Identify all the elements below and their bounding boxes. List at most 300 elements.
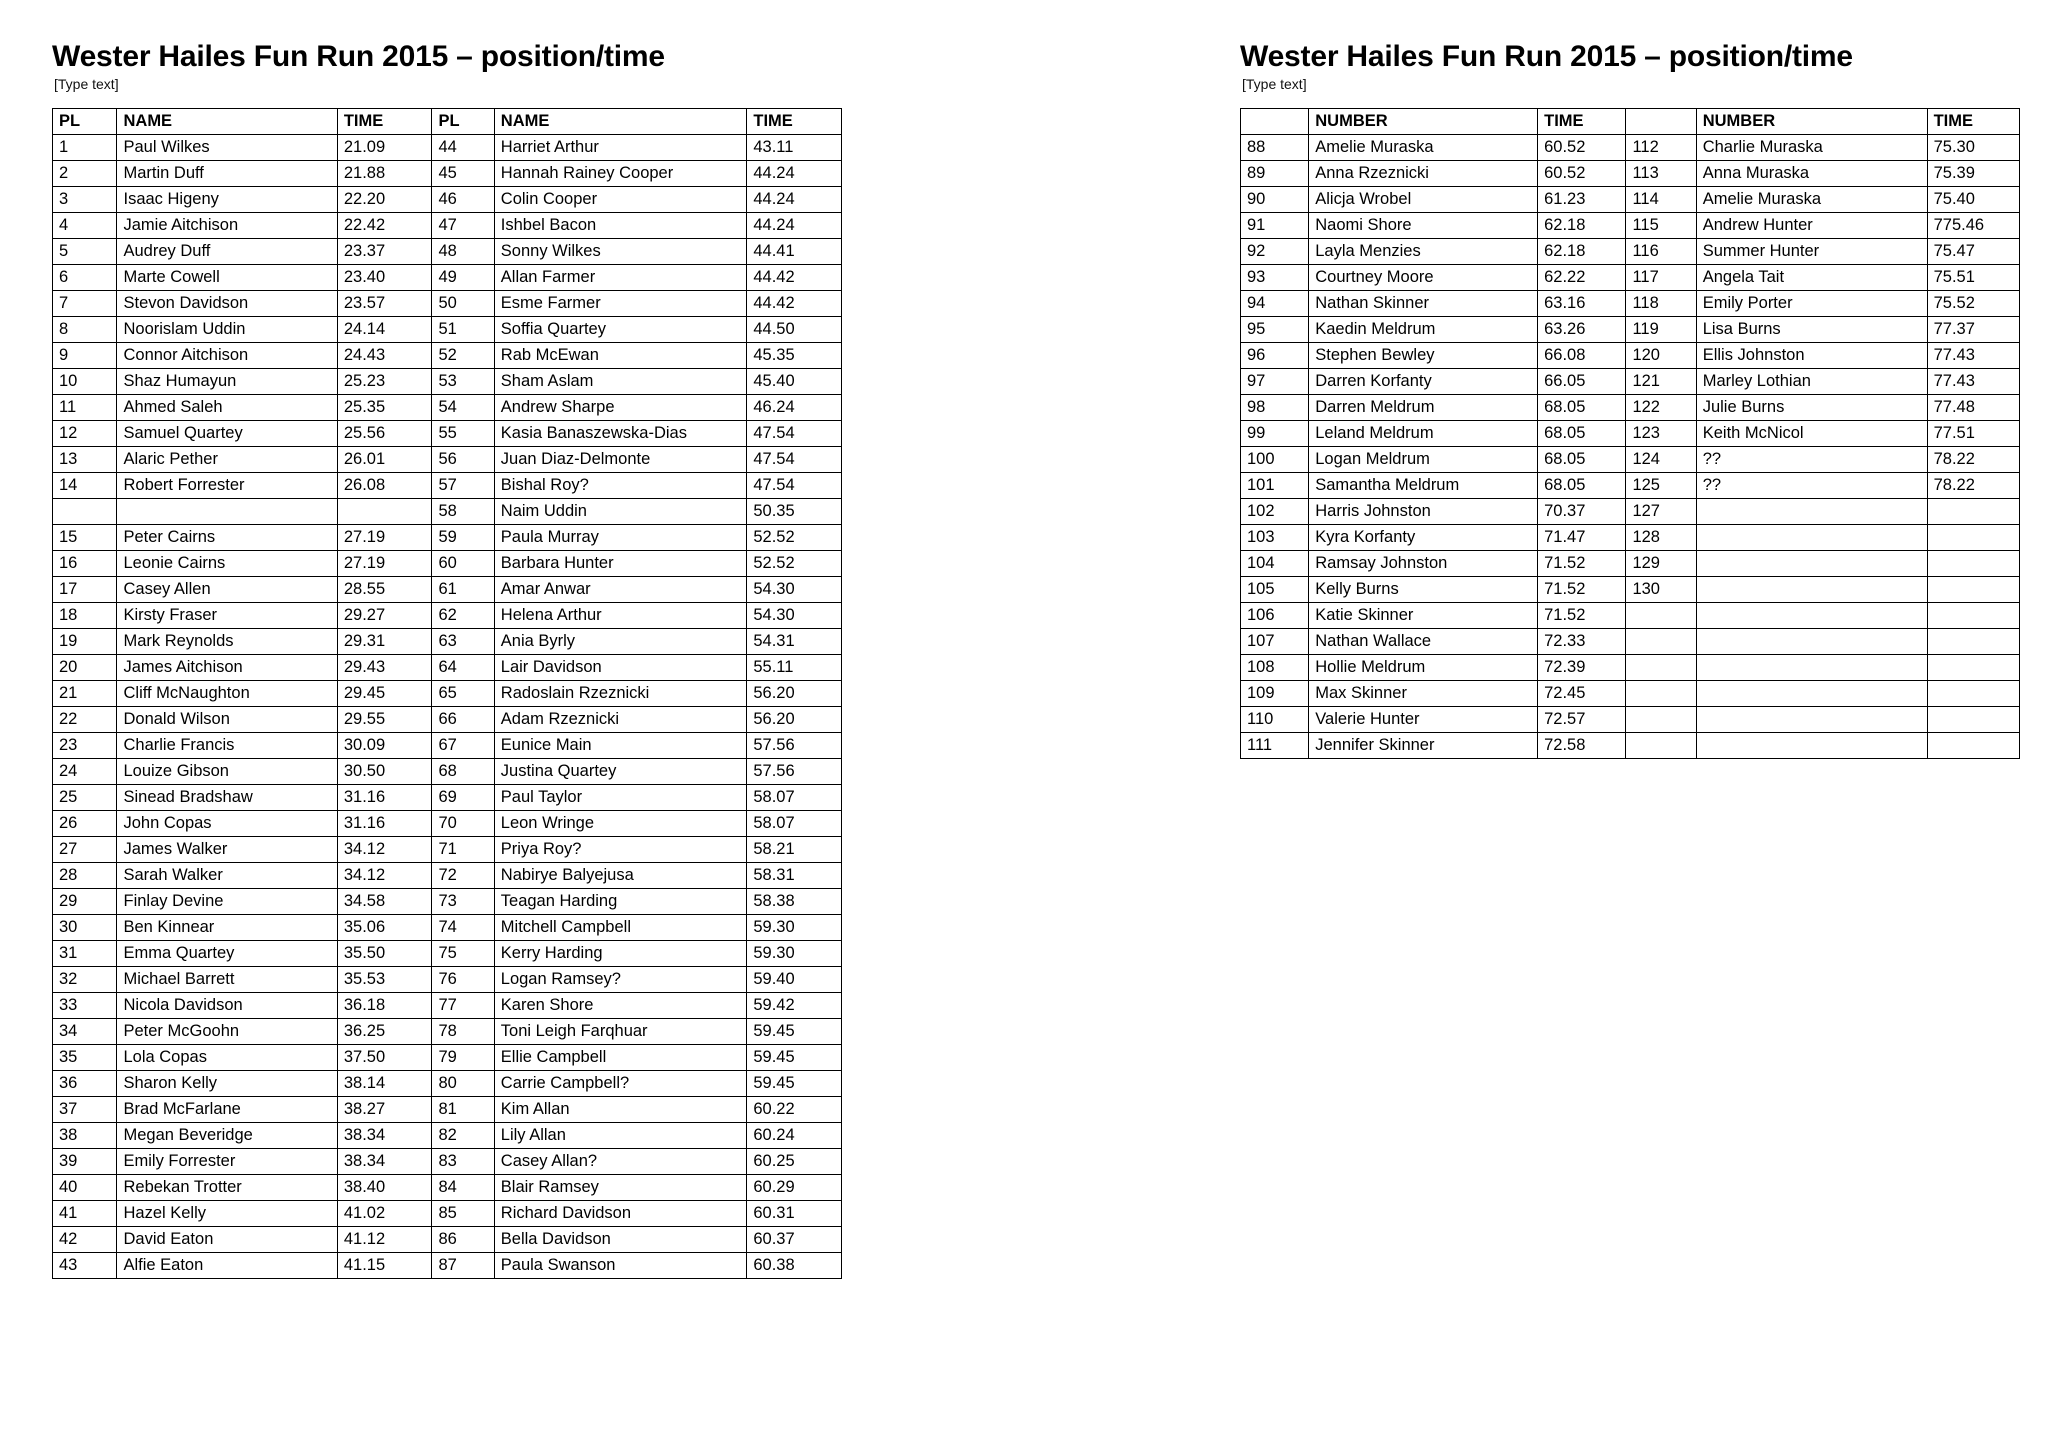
table-cell: 35	[53, 1045, 117, 1071]
table-cell: Naim Uddin	[494, 499, 747, 525]
table-cell: 28.55	[337, 577, 432, 603]
table-cell: 19	[53, 629, 117, 655]
table-row	[53, 681, 842, 707]
table-cell: 78.22	[1927, 473, 2019, 499]
table-cell: 102	[1241, 499, 1309, 525]
table-row	[53, 993, 842, 1019]
table-cell: 21	[53, 681, 117, 707]
table-cell: 59.45	[747, 1045, 842, 1071]
table-cell: Amar Anwar	[494, 577, 747, 603]
table-cell: 58.07	[747, 811, 842, 837]
table-cell: Connor Aitchison	[117, 343, 337, 369]
table-cell: Angela Tait	[1696, 265, 1927, 291]
table-row	[1241, 733, 2020, 759]
table-cell: 120	[1626, 343, 1696, 369]
table-cell	[1696, 577, 1927, 603]
table-cell: Shaz Humayun	[117, 369, 337, 395]
table-row	[53, 759, 842, 785]
table-cell: Alaric Pether	[117, 447, 337, 473]
table-cell: 66.08	[1538, 343, 1626, 369]
table-cell: 68.05	[1538, 395, 1626, 421]
table-cell: Keith McNicol	[1696, 421, 1927, 447]
table-cell: Summer Hunter	[1696, 239, 1927, 265]
table-cell: 31.16	[337, 785, 432, 811]
table-cell: 87	[432, 1253, 494, 1279]
table-row	[53, 1253, 842, 1279]
table-cell: Marte Cowell	[117, 265, 337, 291]
column-header-blank-2	[1626, 109, 1696, 135]
table-cell: 34.58	[337, 889, 432, 915]
table-cell: 125	[1626, 473, 1696, 499]
table-cell: 30.09	[337, 733, 432, 759]
table-cell: 29.55	[337, 707, 432, 733]
table-cell: Julie Burns	[1696, 395, 1927, 421]
table-cell: Harris Johnston	[1309, 499, 1538, 525]
table-cell: 58	[432, 499, 494, 525]
table-cell: Stephen Bewley	[1309, 343, 1538, 369]
table-cell: 72.57	[1538, 707, 1626, 733]
table-cell: Mitchell Campbell	[494, 915, 747, 941]
page-title-right: Wester Hailes Fun Run 2015 – position/time	[1240, 40, 1853, 73]
table-cell: Max Skinner	[1309, 681, 1538, 707]
table-cell: 60.29	[747, 1175, 842, 1201]
table-cell: Rab McEwan	[494, 343, 747, 369]
table-cell: 44.24	[747, 161, 842, 187]
table-cell: Barbara Hunter	[494, 551, 747, 577]
table-cell: 20	[53, 655, 117, 681]
table-row	[53, 837, 842, 863]
table-cell: 116	[1626, 239, 1696, 265]
table-row	[53, 395, 842, 421]
table-row	[53, 291, 842, 317]
table-cell: 89	[1241, 161, 1309, 187]
table-row	[1241, 213, 2020, 239]
table-row	[53, 265, 842, 291]
table-cell: Lisa Burns	[1696, 317, 1927, 343]
table-cell: 73	[432, 889, 494, 915]
table-cell: 97	[1241, 369, 1309, 395]
table-cell: 63.26	[1538, 317, 1626, 343]
table-cell: 23.40	[337, 265, 432, 291]
table-cell: 15	[53, 525, 117, 551]
table-cell: 61.23	[1538, 187, 1626, 213]
table-cell: 77.48	[1927, 395, 2019, 421]
table-cell: 1	[53, 135, 117, 161]
table-cell: 4	[53, 213, 117, 239]
table-cell: Logan Ramsey?	[494, 967, 747, 993]
table-cell: 101	[1241, 473, 1309, 499]
table-cell: 113	[1626, 161, 1696, 187]
table-cell: 26	[53, 811, 117, 837]
table-row	[1241, 369, 2020, 395]
table-cell: 129	[1626, 551, 1696, 577]
table-cell: 62.18	[1538, 239, 1626, 265]
table-cell: 27.19	[337, 551, 432, 577]
table-cell: 72.58	[1538, 733, 1626, 759]
table-cell: Kyra Korfanty	[1309, 525, 1538, 551]
table-row	[1241, 681, 2020, 707]
table-row	[53, 499, 842, 525]
table-cell: 122	[1626, 395, 1696, 421]
table-cell: 60.52	[1538, 161, 1626, 187]
table-cell: James Walker	[117, 837, 337, 863]
table-cell: 47.54	[747, 421, 842, 447]
table-cell: 86	[432, 1227, 494, 1253]
table-cell: Paul Wilkes	[117, 135, 337, 161]
table-row	[1241, 317, 2020, 343]
table-row	[1241, 577, 2020, 603]
table-cell: 51	[432, 317, 494, 343]
table-header-right	[1241, 109, 2020, 135]
table-cell: 114	[1626, 187, 1696, 213]
table-row	[1241, 655, 2020, 681]
table-cell: 22.20	[337, 187, 432, 213]
table-cell: 81	[432, 1097, 494, 1123]
table-cell: 117	[1626, 265, 1696, 291]
table-cell: 24.43	[337, 343, 432, 369]
table-cell: 59	[432, 525, 494, 551]
table-cell: 72.33	[1538, 629, 1626, 655]
table-cell: 59.45	[747, 1019, 842, 1045]
column-header-pl-1: PL	[53, 109, 117, 135]
table-row	[53, 1149, 842, 1175]
table-cell: 109	[1241, 681, 1309, 707]
table-cell: Darren Meldrum	[1309, 395, 1538, 421]
table-cell: 26.08	[337, 473, 432, 499]
table-cell: 25.23	[337, 369, 432, 395]
table-cell: Ramsay Johnston	[1309, 551, 1538, 577]
table-cell: ??	[1696, 447, 1927, 473]
table-cell: 59.40	[747, 967, 842, 993]
table-cell: 48	[432, 239, 494, 265]
table-row	[53, 551, 842, 577]
table-cell: 35.50	[337, 941, 432, 967]
table-cell: Jennifer Skinner	[1309, 733, 1538, 759]
table-cell: 92	[1241, 239, 1309, 265]
table-cell	[1626, 629, 1696, 655]
table-row	[1241, 395, 2020, 421]
table-cell: 76	[432, 967, 494, 993]
table-cell: 55	[432, 421, 494, 447]
table-cell: Donald Wilson	[117, 707, 337, 733]
table-row	[53, 213, 842, 239]
table-cell: 79	[432, 1045, 494, 1071]
table-cell: 75	[432, 941, 494, 967]
table-cell: 775.46	[1927, 213, 2019, 239]
table-cell: 78	[432, 1019, 494, 1045]
table-cell: Valerie Hunter	[1309, 707, 1538, 733]
table-cell: 44.24	[747, 187, 842, 213]
table-cell: 68.05	[1538, 421, 1626, 447]
table-cell: 128	[1626, 525, 1696, 551]
table-cell: Toni Leigh Farqhuar	[494, 1019, 747, 1045]
table-cell: Anna Muraska	[1696, 161, 1927, 187]
table-cell	[337, 499, 432, 525]
table-cell: Ania Byrly	[494, 629, 747, 655]
table-cell: 25.35	[337, 395, 432, 421]
table-cell: 77.43	[1927, 343, 2019, 369]
table-cell: 62.18	[1538, 213, 1626, 239]
table-cell: Teagan Harding	[494, 889, 747, 915]
table-cell: 41	[53, 1201, 117, 1227]
table-cell: 52.52	[747, 551, 842, 577]
table-row	[53, 473, 842, 499]
table-row	[1241, 187, 2020, 213]
table-cell: Naomi Shore	[1309, 213, 1538, 239]
table-cell: Ellie Campbell	[494, 1045, 747, 1071]
table-cell: 75.40	[1927, 187, 2019, 213]
table-cell: Lily Allan	[494, 1123, 747, 1149]
table-row	[53, 629, 842, 655]
table-cell	[1626, 681, 1696, 707]
table-cell: 27.19	[337, 525, 432, 551]
table-cell: 72.45	[1538, 681, 1626, 707]
table-cell: Paula Swanson	[494, 1253, 747, 1279]
table-row	[53, 1227, 842, 1253]
table-cell: 22.42	[337, 213, 432, 239]
table-cell	[1927, 655, 2019, 681]
table-cell: 83	[432, 1149, 494, 1175]
table-cell: Nathan Wallace	[1309, 629, 1538, 655]
table-cell: 38.14	[337, 1071, 432, 1097]
table-row	[53, 941, 842, 967]
table-cell: 85	[432, 1201, 494, 1227]
table-row	[1241, 291, 2020, 317]
table-cell: 23	[53, 733, 117, 759]
table-cell: 21.88	[337, 161, 432, 187]
table-cell: 56.20	[747, 681, 842, 707]
table-cell: 56.20	[747, 707, 842, 733]
table-row	[1241, 343, 2020, 369]
table-cell: Colin Cooper	[494, 187, 747, 213]
table-cell	[1696, 551, 1927, 577]
table-cell: 50	[432, 291, 494, 317]
table-cell: 38	[53, 1123, 117, 1149]
table-row	[1241, 707, 2020, 733]
table-cell: 44.41	[747, 239, 842, 265]
table-row	[1241, 447, 2020, 473]
table-row	[53, 161, 842, 187]
table-cell: Peter Cairns	[117, 525, 337, 551]
table-row	[1241, 239, 2020, 265]
table-cell: 99	[1241, 421, 1309, 447]
table-row	[53, 1201, 842, 1227]
table-cell: 22	[53, 707, 117, 733]
table-cell: Ahmed Saleh	[117, 395, 337, 421]
table-cell: Kim Allan	[494, 1097, 747, 1123]
table-cell: 35.06	[337, 915, 432, 941]
table-cell: 43.11	[747, 135, 842, 161]
table-cell: 72	[432, 863, 494, 889]
table-cell: Isaac Higeny	[117, 187, 337, 213]
table-cell	[1626, 733, 1696, 759]
table-cell: 25	[53, 785, 117, 811]
table-row	[53, 525, 842, 551]
table-body-right	[1241, 135, 2020, 759]
table-cell	[117, 499, 337, 525]
table-row	[53, 421, 842, 447]
table-cell: 95	[1241, 317, 1309, 343]
table-cell: Hollie Meldrum	[1309, 655, 1538, 681]
table-cell: Eunice Main	[494, 733, 747, 759]
table-cell: 36.18	[337, 993, 432, 1019]
table-row	[53, 1097, 842, 1123]
table-cell: 41.12	[337, 1227, 432, 1253]
table-cell: 111	[1241, 733, 1309, 759]
table-cell: Louize Gibson	[117, 759, 337, 785]
table-cell: 72.39	[1538, 655, 1626, 681]
table-cell: 112	[1626, 135, 1696, 161]
table-cell	[1696, 499, 1927, 525]
table-cell: 60.52	[1538, 135, 1626, 161]
table-cell: 62	[432, 603, 494, 629]
table-cell: 62.22	[1538, 265, 1626, 291]
type-text-placeholder-right: [Type text]	[1242, 76, 1307, 92]
table-cell: 9	[53, 343, 117, 369]
table-row	[53, 863, 842, 889]
table-cell: Logan Meldrum	[1309, 447, 1538, 473]
table-cell: Peter McGoohn	[117, 1019, 337, 1045]
table-cell: 6	[53, 265, 117, 291]
table-cell: 77.43	[1927, 369, 2019, 395]
table-cell: Justina Quartey	[494, 759, 747, 785]
table-cell: Alicja Wrobel	[1309, 187, 1538, 213]
table-cell: 43	[53, 1253, 117, 1279]
table-row	[53, 967, 842, 993]
table-cell: Harriet Arthur	[494, 135, 747, 161]
table-cell: 52.52	[747, 525, 842, 551]
table-cell: Kasia Banaszewska-Dias	[494, 421, 747, 447]
table-cell: 29	[53, 889, 117, 915]
table-cell	[1927, 499, 2019, 525]
table-cell: Bella Davidson	[494, 1227, 747, 1253]
table-cell: 29.45	[337, 681, 432, 707]
table-cell: 71	[432, 837, 494, 863]
table-cell: 14	[53, 473, 117, 499]
table-cell: 2	[53, 161, 117, 187]
table-cell	[1696, 733, 1927, 759]
table-cell: 61	[432, 577, 494, 603]
table-cell: Allan Farmer	[494, 265, 747, 291]
table-cell: Helena Arthur	[494, 603, 747, 629]
table-cell: 82	[432, 1123, 494, 1149]
table-cell: 7	[53, 291, 117, 317]
table-cell: Katie Skinner	[1309, 603, 1538, 629]
table-cell: 10	[53, 369, 117, 395]
table-cell: 77.51	[1927, 421, 2019, 447]
left-results-panel	[52, 40, 892, 1279]
right-results-panel	[1240, 40, 2020, 759]
type-text-placeholder-left: [Type text]	[54, 76, 119, 92]
table-cell: 69	[432, 785, 494, 811]
table-cell: Emily Porter	[1696, 291, 1927, 317]
table-cell: 60	[432, 551, 494, 577]
table-cell: Sharon Kelly	[117, 1071, 337, 1097]
table-cell: Nicola Davidson	[117, 993, 337, 1019]
table-cell: Richard Davidson	[494, 1201, 747, 1227]
table-cell: Layla Menzies	[1309, 239, 1538, 265]
table-row	[53, 707, 842, 733]
column-header-time-2: TIME	[1927, 109, 2019, 135]
table-row	[53, 577, 842, 603]
table-cell: 106	[1241, 603, 1309, 629]
table-cell: Cliff McNaughton	[117, 681, 337, 707]
table-header-row	[53, 109, 842, 135]
table-cell: Soffia Quartey	[494, 317, 747, 343]
table-cell: 30	[53, 915, 117, 941]
table-cell	[1696, 655, 1927, 681]
table-cell: Emily Forrester	[117, 1149, 337, 1175]
table-cell: Michael Barrett	[117, 967, 337, 993]
table-cell: 44.42	[747, 291, 842, 317]
table-cell: Ishbel Bacon	[494, 213, 747, 239]
table-cell: 16	[53, 551, 117, 577]
table-cell: Juan Diaz-Delmonte	[494, 447, 747, 473]
table-cell: 75.51	[1927, 265, 2019, 291]
table-cell: 100	[1241, 447, 1309, 473]
table-cell: 31.16	[337, 811, 432, 837]
table-row	[1241, 421, 2020, 447]
table-cell: 65	[432, 681, 494, 707]
table-cell: 71.52	[1538, 603, 1626, 629]
table-cell: 124	[1626, 447, 1696, 473]
table-cell: 44.42	[747, 265, 842, 291]
table-cell: 64	[432, 655, 494, 681]
table-cell: 108	[1241, 655, 1309, 681]
table-cell: 91	[1241, 213, 1309, 239]
table-cell: Kerry Harding	[494, 941, 747, 967]
table-cell: 59.30	[747, 941, 842, 967]
table-cell	[53, 499, 117, 525]
table-header-row	[1241, 109, 2020, 135]
table-cell: 88	[1241, 135, 1309, 161]
table-cell: Samuel Quartey	[117, 421, 337, 447]
table-cell: Priya Roy?	[494, 837, 747, 863]
table-cell: 26.01	[337, 447, 432, 473]
table-cell: 57.56	[747, 759, 842, 785]
table-cell: Stevon Davidson	[117, 291, 337, 317]
table-row	[1241, 551, 2020, 577]
table-cell: 29.43	[337, 655, 432, 681]
table-cell: 60.37	[747, 1227, 842, 1253]
table-cell	[1696, 603, 1927, 629]
table-cell: Martin Duff	[117, 161, 337, 187]
column-header-name-2: NAME	[494, 109, 747, 135]
table-row	[53, 889, 842, 915]
table-cell	[1927, 603, 2019, 629]
table-cell: 38.27	[337, 1097, 432, 1123]
table-cell: Andrew Sharpe	[494, 395, 747, 421]
table-cell: 60.31	[747, 1201, 842, 1227]
table-cell: Anna Rzeznicki	[1309, 161, 1538, 187]
table-cell: Hannah Rainey Cooper	[494, 161, 747, 187]
table-cell	[1696, 681, 1927, 707]
table-row	[1241, 603, 2020, 629]
table-cell: Kelly Burns	[1309, 577, 1538, 603]
table-cell: 115	[1626, 213, 1696, 239]
table-cell: 67	[432, 733, 494, 759]
table-cell: 104	[1241, 551, 1309, 577]
table-cell	[1927, 577, 2019, 603]
column-header-name-1: NAME	[117, 109, 337, 135]
table-cell: 59.45	[747, 1071, 842, 1097]
table-cell: 110	[1241, 707, 1309, 733]
table-cell: 59.42	[747, 993, 842, 1019]
table-cell: 34	[53, 1019, 117, 1045]
table-cell: 31	[53, 941, 117, 967]
table-cell: Bishal Roy?	[494, 473, 747, 499]
table-cell: Leland Meldrum	[1309, 421, 1538, 447]
